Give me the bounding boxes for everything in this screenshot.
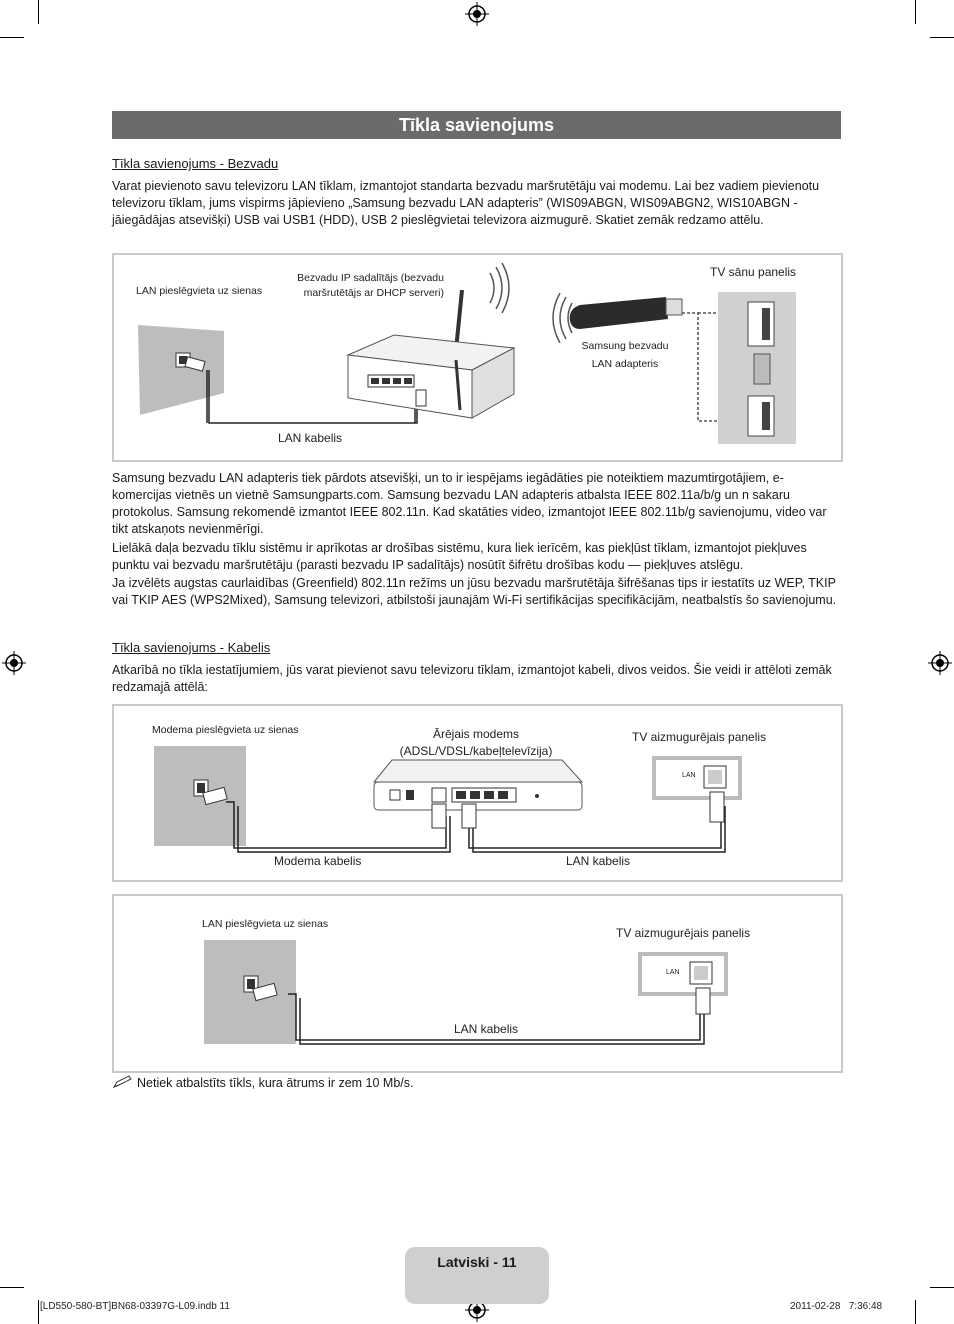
crop-mark xyxy=(930,37,954,38)
page-label: Latviski - 11 xyxy=(437,1254,517,1270)
page-title: Tīkla savienojums xyxy=(112,111,841,139)
usb-adapter-illustration xyxy=(566,293,686,333)
pencil-note-icon xyxy=(113,1075,133,1089)
lan-cable-label: LAN kabelis xyxy=(454,1022,519,1036)
tv-rear-panel-illustration xyxy=(638,952,728,1022)
tv-rear-panel-illustration xyxy=(652,756,742,836)
modem-diagram xyxy=(112,704,843,882)
lan-port-label: LAN xyxy=(682,772,696,779)
external-modem-illustration xyxy=(372,756,592,836)
crop-mark xyxy=(915,1300,916,1324)
crop-mark xyxy=(38,0,39,24)
security-paragraph: Lielākā daļa bezvadu tīklu sistēmu ir aprīkotas ar drošības sistēmu, kura liek ierīcēm, kas piekļūst tīklam, izmantojot piekļuves punktu vai bezvadu maršrutētāju (parasti bezvadu IP sadalītājs) nosūtīt šifrētu drošības kodu — piekļuves atslēgu. xyxy=(112,541,807,572)
page-number-tab xyxy=(405,1247,549,1304)
side-panel-label: TV sānu panelis xyxy=(710,265,797,279)
registration-mark-icon xyxy=(2,651,26,675)
modem-label: Ārējais modems (ADSL/VDSL/kabeļtelevīzija) xyxy=(399,727,553,758)
adapter-info-paragraph: Samsung bezvadu LAN adapteris tiek pārdots atsevišķi, un to ir iespējams iegādāties pie noteiktiem mazumtirgotājiem, e-komercijas vietnēs un vietnē Samsungparts.com. Samsung bezvadu LAN adapteris atbalsta IEEE 802.11a/b/g un n sakaru protokolus. Samsung rekomendē izmantot IEEE 802.11n. Kad skatāties video, izmantojot IEEE 802.11b/g savienojumu, video var tikt atskaņots nevienmērīgi. xyxy=(112,471,827,536)
lan-wall-port-label: LAN pieslēgvieta uz sienas xyxy=(202,918,329,930)
crop-mark xyxy=(915,0,916,24)
crop-mark xyxy=(0,37,24,38)
crop-mark xyxy=(0,1287,24,1288)
crop-mark xyxy=(930,1287,954,1288)
wall-lan-port-illustration xyxy=(204,940,298,1044)
modem-cable-label: Modema kabelis xyxy=(274,854,362,868)
adapter-label: Samsung bezvadu LAN adapteris xyxy=(581,340,669,370)
cable-intro: Atkarībā no tīkla iestatījumiem, jūs varat pievienot savu televizoru tīklam, izmantojot kabeli, divos veidos. Šie veidi ir attēloti zemāk redzamajā attēlā: xyxy=(112,663,832,694)
greenfield-paragraph: Ja izvēlēts augstas caurlaidības (Greenfield) 802.11n režīms un jūsu bezvadu maršrutētāja šifrēšanas tips ir iestatīts uz WEP, TKIP vai TKIP AES (WPS2Mixed), Samsung televizori, atbilstoši jaunajām Wi-Fi sertifikācijas specifikācijām, neatbalstīs šo savienojumu. xyxy=(112,576,837,607)
tv-side-panel-illustration xyxy=(718,292,796,444)
crop-mark xyxy=(38,1300,39,1324)
lan-port-label: LAN xyxy=(666,969,680,976)
lan-cable-label: LAN kabelis xyxy=(566,854,631,868)
cable-heading: Tīkla savienojums - Kabelis xyxy=(112,640,271,655)
registration-mark-icon xyxy=(928,651,952,675)
wifi-signal-icon xyxy=(486,263,516,313)
lan-cable-label: LAN kabelis xyxy=(278,431,343,445)
ip-sharer-label: Bezvadu IP sadalītājs (bezvadu maršrutētājs ar DHCP serveri) xyxy=(297,272,444,299)
wireless-heading: Tīkla savienojums - Bezvadu xyxy=(112,156,279,171)
tv-panel-label: TV aizmugurējais panelis xyxy=(616,926,751,940)
speed-note: Netiek atbalstīts tīkls, kura ātrums ir zem 10 Mb/s. xyxy=(137,1076,414,1090)
wireless-intro: Varat pievienoto savu televizoru LAN tīklam, izmantojot standarta bezvadu maršrutētāju vai modemu. Lai bez vadiem pievienotu televizoru tīklam, jums vispirms jāpievieno „Samsung bezvadu LAN adapteris” (WIS09ABGN, WIS09ABGN2, WIS10ABGN - jāiegādājas atsevišķi) USB vai USB1 (HDD), USB 2 pieslēgvietai televizora aizmugurē. Skatiet zemāk redzamo attēlu. xyxy=(112,179,820,227)
wall-port-label: LAN pieslēgvieta uz sienas xyxy=(136,285,263,297)
print-timestamp: 2011-02-28 7:36:48 xyxy=(790,1301,883,1312)
registration-mark-icon xyxy=(465,2,489,26)
modem-wall-port-label: Modema pieslēgvieta uz sienas xyxy=(152,724,299,736)
file-info: [LD550-580-BT]BN68-03397G-L09.indb 11 xyxy=(40,1301,230,1312)
tv-panel-label: TV aizmugurējais panelis xyxy=(632,730,767,744)
direct-lan-diagram xyxy=(112,894,843,1073)
wireless-diagram xyxy=(112,253,843,462)
